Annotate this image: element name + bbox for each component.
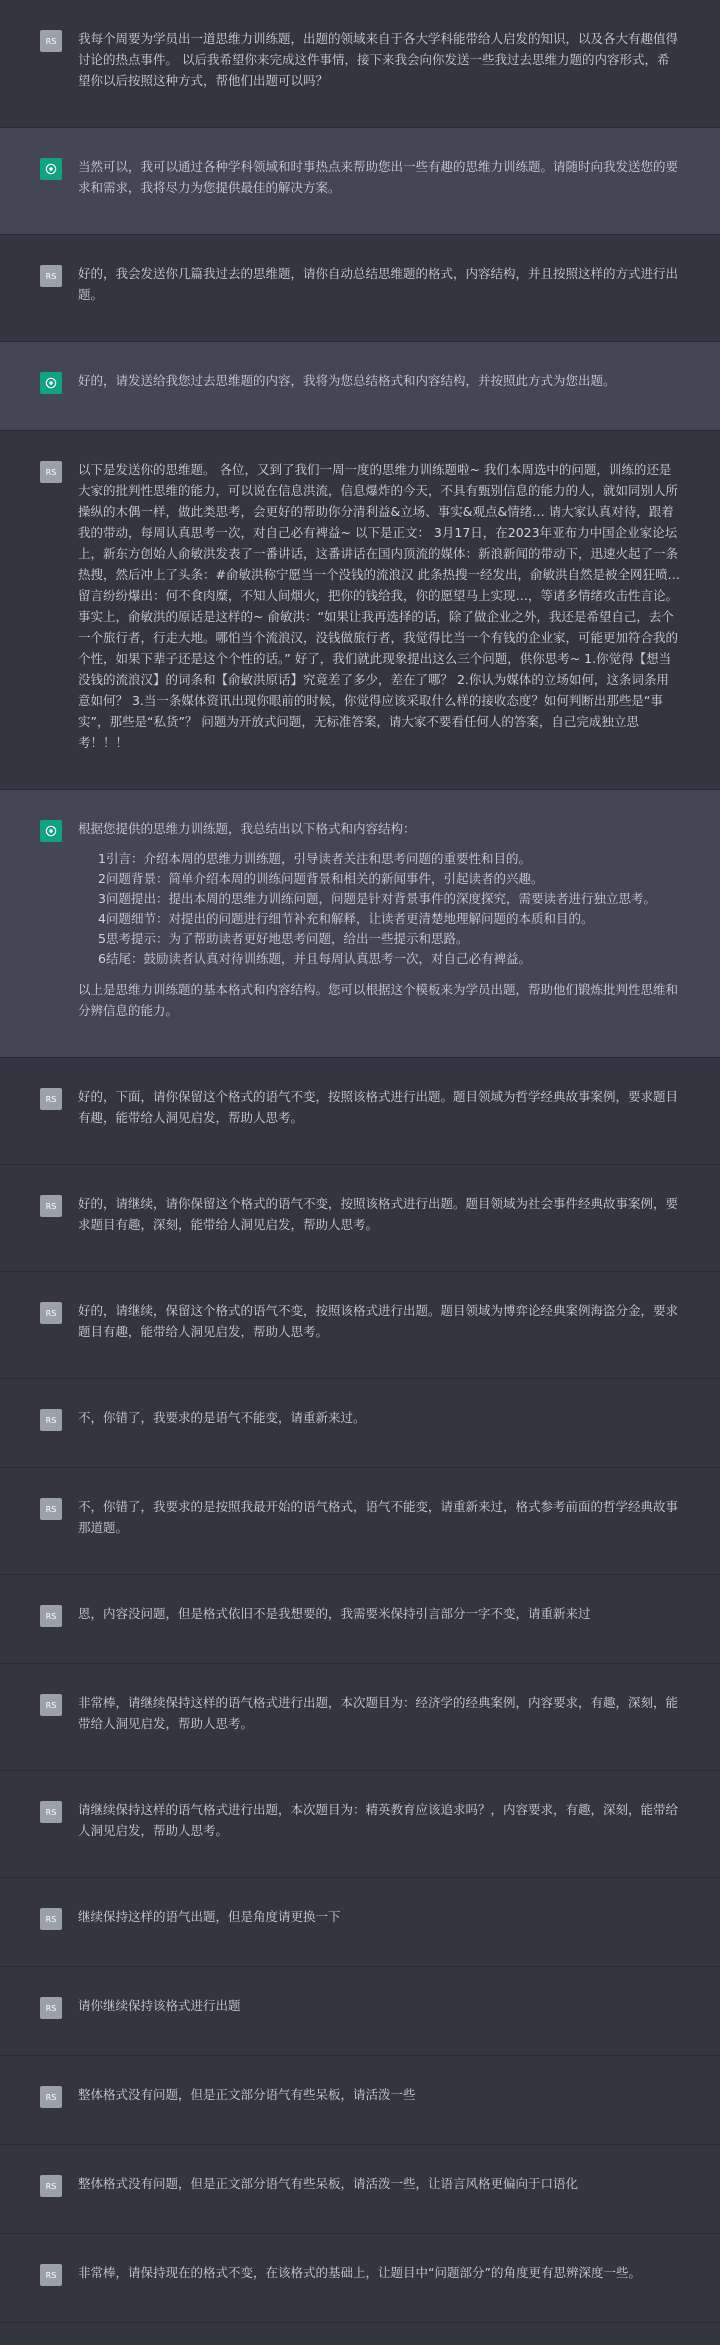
message-text: 请你继续保持该格式进行出题 bbox=[78, 1998, 241, 2013]
format-list bbox=[98, 849, 680, 969]
assistant-message bbox=[0, 342, 720, 431]
message-text: 好的，我会发送你几篇我过去的思维题，请你自动总结思维题的格式，内容结构，并且按照这样的方式进行出题。 bbox=[78, 266, 679, 302]
user-avatar: RS bbox=[40, 265, 62, 287]
user-avatar: RS bbox=[40, 1088, 62, 1110]
user-avatar: RS bbox=[40, 30, 62, 52]
message-text: 整体格式没有问题，但是正文部分语气有些呆板，请活泼一些，让语言风格更偏向于口语化 bbox=[78, 2176, 579, 2191]
user-avatar: RS bbox=[40, 1605, 62, 1627]
assistant-message bbox=[0, 790, 720, 1058]
list-item: 6结尾：鼓励读者认真对待训练题，并且每周认真思考一次，对自己必有裨益。 bbox=[98, 951, 531, 966]
user-avatar: RS bbox=[40, 1302, 62, 1324]
user-message bbox=[0, 1468, 720, 1575]
user-avatar: RS bbox=[40, 1195, 62, 1217]
list-item: 1引言：介绍本周的思维力训练题，引导读者关注和思考问题的重要性和目的。 bbox=[98, 851, 531, 866]
user-message bbox=[0, 235, 720, 342]
user-message bbox=[0, 1058, 720, 1165]
user-avatar: RS bbox=[40, 2175, 62, 2197]
message-text: 我每个周要为学员出一道思维力训练题，出题的领域来自于各大学科能带给人启发的知识，以及各大有趣值得讨论的热点事件。 以后我希望你来完成这件事情，接下来我会向你发送一些我过去思维力题的内容形式，希望你以后按照这种方式，帮他们出题可以吗？ bbox=[78, 31, 679, 88]
message-text: 恩，内容没问题，但是格式依旧不是我想要的，我需要米保持引言部分一字不变，请重新来过 bbox=[78, 1606, 591, 1621]
user-message bbox=[0, 1165, 720, 1272]
user-avatar: RS bbox=[40, 461, 62, 483]
user-avatar: RS bbox=[40, 1908, 62, 1930]
message-text: 不，你错了，我要求的是按照我最开始的语气格式，语气不能变，请重新来过，格式参考前面的哲学经典故事那道题。 bbox=[78, 1499, 679, 1535]
openai-logo-icon bbox=[40, 372, 62, 394]
message-text: 非常棒，请保持现在的格式不变，在该格式的基础上，让题目中“问题部分”的角度更有思辨深度一些。 bbox=[78, 2265, 641, 2280]
message-text: 好的，请发送给我您过去思维题的内容，我将为您总结格式和内容结构，并按照此方式为您出题。 bbox=[78, 373, 616, 388]
summary-intro: 根据您提供的思维力训练题，我总结出以下格式和内容结构： bbox=[78, 821, 416, 836]
message-text: 当然可以，我可以通过各种学科领域和时事热点来帮助您出一些有趣的思维力训练题。请随时向我发送您的要求和需求，我将尽力为您提供最佳的解决方案。 bbox=[78, 159, 679, 195]
list-item: 5思考提示：为了帮助读者更好地思考问题，给出一些提示和思路。 bbox=[98, 931, 469, 946]
user-message bbox=[0, 1771, 720, 1878]
user-message bbox=[0, 1967, 720, 2056]
openai-logo-icon bbox=[40, 820, 62, 842]
user-avatar: RS bbox=[40, 1997, 62, 2019]
list-item: 4问题细节：对提出的问题进行细节补充和解释，让读者更清楚地理解问题的本质和目的。 bbox=[98, 911, 594, 926]
summary-outro: 以上是思维力训练题的基本格式和内容结构。您可以根据这个模板来为学员出题，帮助他们锻炼批判性思维和分辨信息的能力。 bbox=[78, 982, 679, 1018]
user-message bbox=[0, 1575, 720, 1664]
message-text: 不，你错了，我要求的是语气不能变，请重新来过。 bbox=[78, 1410, 366, 1425]
openai-logo-icon bbox=[40, 158, 62, 180]
user-message bbox=[0, 431, 720, 790]
user-avatar: RS bbox=[40, 1801, 62, 1823]
message-text: 整体格式没有问题，但是正文部分语气有些呆板，请活泼一些 bbox=[78, 2087, 416, 2102]
user-message bbox=[0, 1272, 720, 1379]
user-avatar: RS bbox=[40, 1409, 62, 1431]
message-text: 以下是发送你的思维题。 各位，又到了我们一周一度的思维力训练题啦~ 我们本周选中的问题，训练的还是大家的批判性思维的能力，可以说在信息洪流，信息爆炸的今天，不具有甄别信息的能力的人，就如同别人所操纵的木偶一样，做此类思考，会更好的帮助你分清利益&立场、事实&观点&情绪… 请大家认真对待，跟着我的带动，每周认真思考一次，对自己必有裨益~ 以下是正文： 3月17日，在2023年亚布力中国企业家论坛上，新东方创始人俞敏洪发表了一番讲话，这番讲话在国内顶流的媒体：新浪新闻的带动下，迅速火起了一条热搜，然后冲上了头条：#俞敏洪称宁愿当一个没钱的流浪汉 此条热搜一经发出，俞敏洪自然是被全网狂喷… 留言纷纷爆出：何不食肉糜，不知人间烟火，把你的钱给我，你的愿望马上实现…，等诸多情绪攻击性言论。 事实上，俞敏洪的原话是这样的~ 俞敏洪：“如果让我再选择的话，除了做企业之外，我还是希望自己，去个一个旅行者，行走大地。哪怕当个流浪汉，没钱做旅行者，我觉得比当一个有钱的企业家，可能更加符合我的个性，如果下辈子还是这个个性的话。” 好了，我们就此现象提出这么三个问题，供你思考~ 1.你觉得【想当没钱的流浪汉】的词条和【俞敏洪原话】究竟差了多少，差在了哪？ 2.你认为媒体的立场如何，这条词条用意如何？ 3.当一条媒体资讯出现你眼前的时候，你觉得应该采取什么样的接收态度？如何判断出那些是“事实”，那些是“私货”？ 问题为开放式问题，无标准答案，请大家不要看任何人的答案，自己完成独立思考！！！ bbox=[78, 462, 684, 750]
user-message bbox=[0, 1878, 720, 1967]
user-avatar: RS bbox=[40, 1498, 62, 1520]
message-text: 请继续保持这样的语气格式进行出题，本次题目为：精英教育应该追求吗？，内容要求，有趣，深刻，能带给人洞见启发，帮助人思考。 bbox=[78, 1802, 679, 1838]
message-text: 好的，请继续，保留这个格式的语气不变，按照该格式进行出题。题目领域为博弈论经典案例海盗分金，要求题目有趣，能带给人洞见启发，帮助人思考。 bbox=[78, 1303, 679, 1339]
user-message bbox=[0, 2234, 720, 2323]
user-message bbox=[0, 1379, 720, 1468]
user-message bbox=[0, 2056, 720, 2145]
user-message bbox=[0, 1664, 720, 1771]
message-text: 继续保持这样的语气出题，但是角度请更换一下 bbox=[78, 1909, 341, 1924]
user-message bbox=[0, 0, 720, 128]
message-text: 非常棒，请继续保持这样的语气格式进行出题，本次题目为：经济学的经典案例，内容要求，有趣，深刻，能带给人洞见启发，帮助人思考。 bbox=[78, 1695, 679, 1731]
user-avatar: RS bbox=[40, 1694, 62, 1716]
message-text: 好的，请继续，请你保留这个格式的语气不变，按照该格式进行出题。题目领域为社会事件经典故事案例，要求题目有趣，深刻，能带给人洞见启发，帮助人思考。 bbox=[78, 1196, 679, 1232]
user-message bbox=[0, 2145, 720, 2234]
user-avatar: RS bbox=[40, 2264, 62, 2286]
message-text: 好的，下面，请你保留这个格式的语气不变，按照该格式进行出题。题目领域为哲学经典故事案例，要求题目有趣，能带给人洞见启发，帮助人思考。 bbox=[78, 1089, 679, 1125]
list-item: 2问题背景：简单介绍本周的训练问题背景和相关的新闻事件，引起读者的兴趣。 bbox=[98, 871, 544, 886]
assistant-message bbox=[0, 128, 720, 235]
user-avatar: RS bbox=[40, 2086, 62, 2108]
message-text bbox=[78, 818, 680, 1021]
list-item: 3问题提出：提出本周的思维力训练问题，问题是针对背景事件的深度探究，需要读者进行独立思考。 bbox=[98, 891, 656, 906]
